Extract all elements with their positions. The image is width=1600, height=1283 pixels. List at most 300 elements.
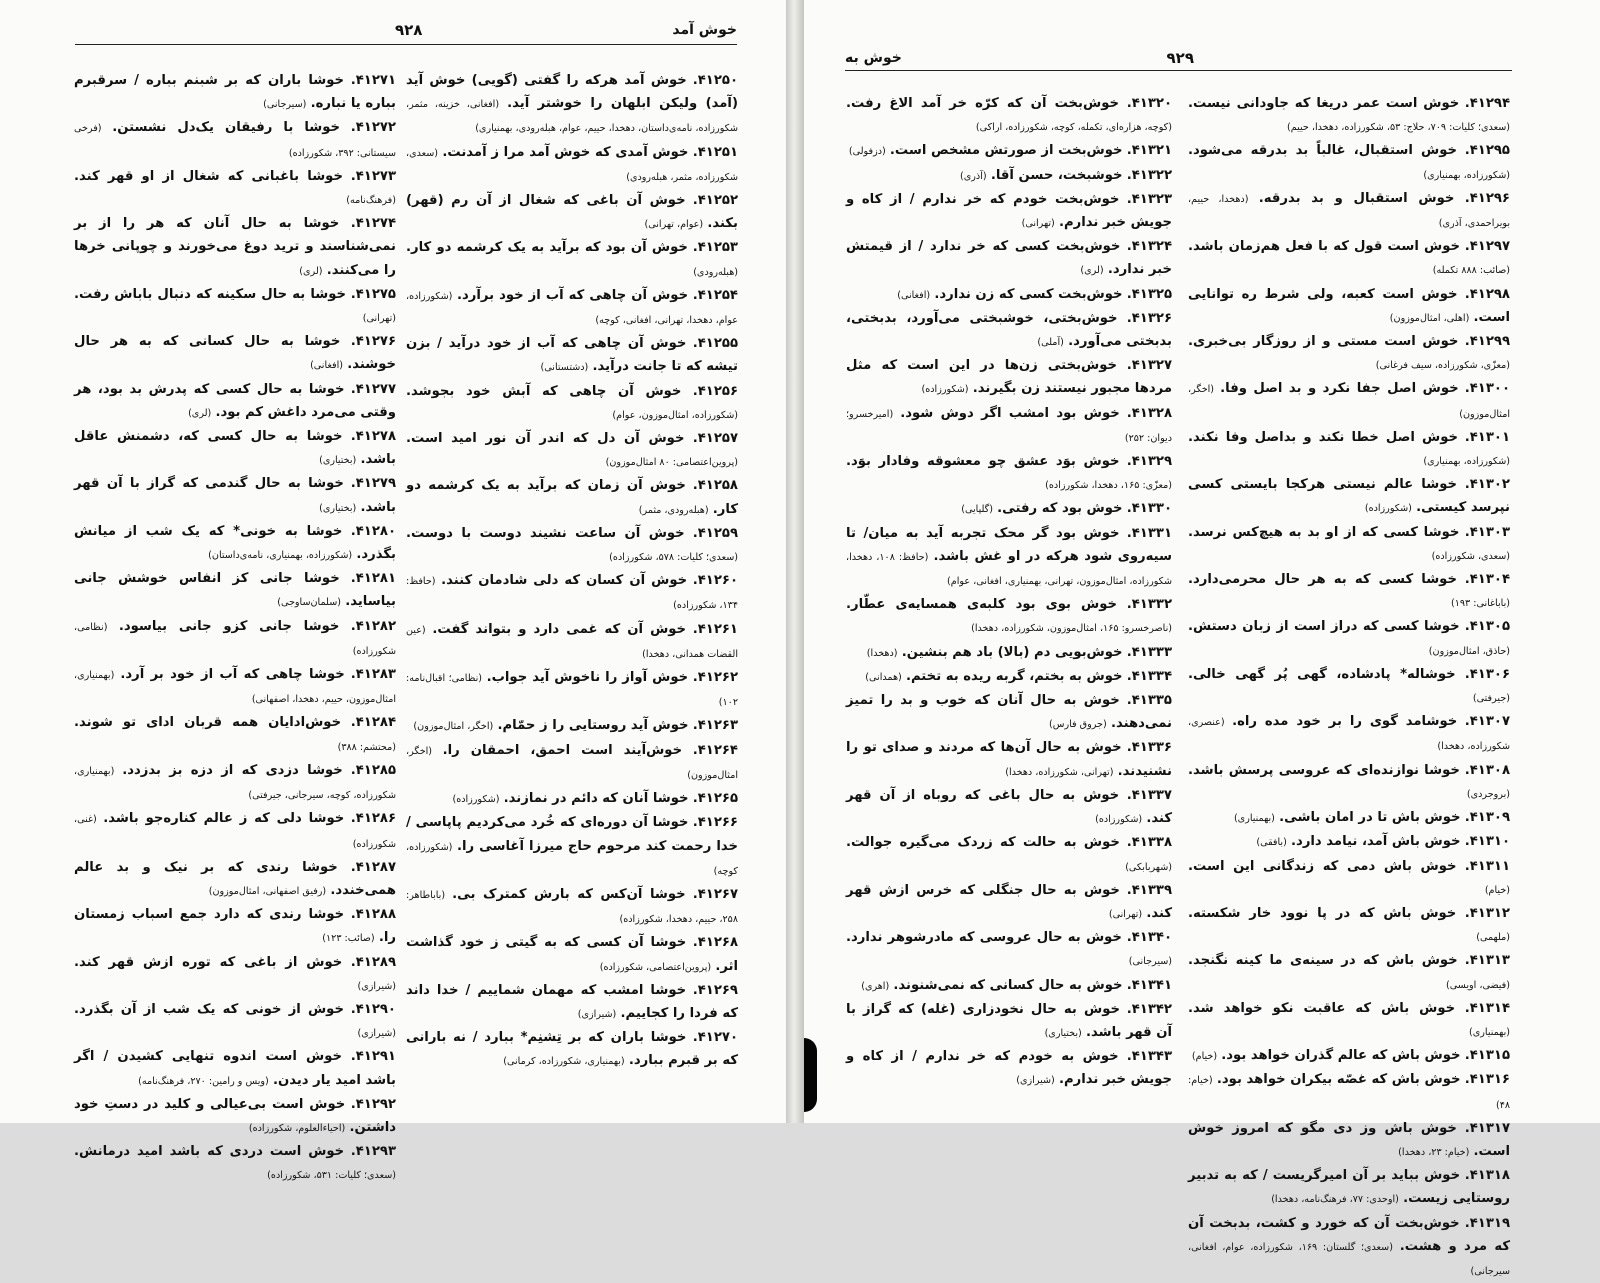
proverb-text: خوش‌بخت آن که خورد و کشت، بدبخت آن که مرد و هشت.	[1188, 1215, 1510, 1254]
source-citation: (دهخدا، حییم، بویراحمدی، آذری)	[1188, 193, 1510, 230]
source-citation: (فرهنگ‌نامه)	[346, 195, 396, 207]
proverb-entry	[74, 951, 396, 998]
entry-number: ۴۱۲۹۹.	[1464, 334, 1510, 350]
source-citation: (لری)	[299, 265, 323, 277]
proverb-text: خوشا رندی که دارد جمع اسباب زمستان را.	[74, 907, 396, 946]
proverb-entry	[74, 711, 396, 758]
proverb-text: خوش آن چاهی که آب از خود درآید / بزن تیشه که تا جانت درآید.	[406, 336, 738, 375]
source-citation: (شکورزاده، عوام، دهخدا، تهرانی، افغانی، کوچه)	[406, 290, 738, 327]
proverb-entry	[846, 665, 1172, 689]
proverb-entry	[74, 425, 396, 472]
proverb-text: خوشامد گوی را بر خود مده راه.	[1232, 714, 1458, 730]
source-citation: (همدانی)	[865, 671, 902, 683]
proverb-text: خوشا باران که بر شبنم بباره / سرقبرم بباره یا نباره.	[74, 73, 396, 112]
source-citation: (باباطاهر: ۲۵۸، حییم، دهخدا، شکورزاده)	[406, 889, 738, 926]
proverb-entry	[1188, 902, 1510, 949]
source-citation: (تهرانی)	[1021, 218, 1055, 230]
source-citation: (شیرازی)	[357, 980, 396, 992]
source-citation: (ملهمی)	[1476, 932, 1510, 944]
proverb-text: خوش به حال جنگلی که خرس ازش قهر کند.	[846, 882, 1172, 921]
proverb-entry	[406, 380, 738, 427]
proverb-text: خوش استقبال و بد بدرقه.	[1258, 190, 1455, 206]
proverb-text: خوش آواز را ناخوش آید جواب.	[486, 670, 689, 686]
proverb-text: خوش به بختم، گربه ریده به تختم.	[905, 668, 1123, 684]
proverb-text: خوش از باغی که توره ازش قهر کند.	[74, 954, 343, 970]
proverb-entry	[74, 116, 396, 164]
source-citation: (نظامی، شکورزاده)	[74, 621, 396, 657]
entry-number: ۴۱۳۴۰.	[1126, 930, 1172, 946]
proverb-entry	[846, 831, 1172, 878]
source-citation: (غنی، شکورزاده)	[74, 814, 396, 850]
proverb-entry	[74, 472, 396, 519]
proverb-entry	[74, 615, 396, 663]
proverb-text: خوش آن دل که اندر آن نور امید است.	[406, 431, 685, 447]
proverb-entry	[846, 188, 1172, 235]
source-citation: (شکورزاده، بهمنیاری)	[1423, 169, 1510, 181]
source-citation: (فرخی سیستانی: ۳۹۲، شکورزاده)	[74, 123, 396, 159]
source-citation: (سیرجانی)	[1128, 956, 1172, 968]
entry-number: ۴۱۳۰۹.	[1464, 810, 1510, 826]
proverb-entry	[406, 189, 738, 236]
entry-number: ۴۱۳۱۹.	[1464, 1215, 1510, 1231]
proverb-text: خوش‌بخت کسی که زن ندارد.	[934, 286, 1123, 302]
entry-number: ۴۱۳۲۲.	[1126, 167, 1172, 183]
proverb-text: خوش بوَد عشق چو معشوقه وفادار بوَد.	[846, 454, 1120, 470]
left-header-rule	[75, 44, 737, 45]
entry-number: ۴۱۳۳۳.	[1126, 644, 1172, 660]
entry-number: ۴۱۳۳۰.	[1126, 501, 1172, 517]
entry-number: ۴۱۳۳۹.	[1126, 882, 1172, 898]
entry-number: ۴۱۲۸۷.	[350, 859, 396, 875]
entry-number: ۴۱۲۸۴.	[350, 715, 396, 731]
proverb-text: خوش آمد هرکه را گفتی (گویی) خوش آید (آمد) ولیکن ابلهان را خوشتر آید.	[406, 73, 738, 112]
proverb-text: خوش آن که غمی دارد و بتواند گفت.	[432, 621, 687, 637]
source-citation: (فیضی، اویسی)	[1446, 979, 1510, 991]
proverb-entry	[406, 739, 738, 787]
proverb-text: خوش است قول که با فعل هم‌زمان باشد.	[1188, 239, 1460, 255]
proverb-text: خوش به حال نخودزاری (غله) که گراز با آن قهر باشد.	[846, 1001, 1172, 1040]
source-citation: (معزّی، شکورزاده، سیف فرغانی)	[1375, 360, 1510, 372]
proverb-entry	[846, 450, 1172, 497]
proverb-text: خوش به خودم که خر ندارم / از کاه و جویش خبر ندارم.	[846, 1049, 1172, 1088]
source-citation: (هبله‌رودی)	[693, 266, 738, 278]
entry-number: ۴۱۳۳۸.	[1126, 835, 1172, 851]
proverb-text: خوش باش که غصّه بیکران خواهد بود.	[1216, 1072, 1461, 1088]
source-citation: (هبله‌رودی، مثمر)	[638, 504, 709, 516]
source-citation: (دشتستانی)	[540, 362, 589, 374]
entry-number: ۴۱۲۶۷.	[692, 886, 738, 902]
proverb-entry	[74, 520, 396, 567]
proverb-text: خوش‌بویی دم (بالا) باد هم بنشین.	[901, 644, 1123, 660]
source-citation: (حاذق، امثال‌موزون)	[1428, 645, 1510, 657]
proverb-entry	[846, 402, 1172, 450]
entry-number: ۴۱۲۷۴.	[350, 216, 396, 232]
proverb-text: خوش باش که عالم گذران خواهد بود.	[1221, 1048, 1461, 1064]
proverb-entry	[846, 641, 1172, 665]
proverb-entry	[846, 974, 1172, 998]
proverb-entry	[74, 663, 396, 711]
proverb-entry	[1188, 521, 1510, 568]
proverb-text: خوش باش که در سینه‌ی ما کینه نگنجد.	[1188, 953, 1458, 969]
proverb-text: خوش‌بختی زن‌ها در این است که مثل مردها مجبور نیستند زن بگیرند.	[846, 358, 1172, 397]
entry-number: ۴۱۲۸۲.	[350, 618, 396, 634]
proverb-text: خوش بباید بر آن امیرگریست / که به تدبیر روستایی زیست.	[1188, 1168, 1510, 1207]
scan-edge-shadow	[804, 1038, 817, 1112]
proverb-text: خوش باش دمی که زندگانی این است.	[1188, 858, 1457, 874]
proverb-text: خوش باش که در پا نوود خار شکسته.	[1188, 905, 1457, 921]
entry-number: ۴۱۳۴۱.	[1126, 977, 1172, 993]
entry-number: ۴۱۲۶۴.	[692, 742, 738, 758]
entry-number: ۴۱۳۱۶.	[1464, 1072, 1510, 1088]
source-citation: (بهمنیاری)	[1233, 813, 1275, 825]
proverb-entry	[74, 1140, 396, 1187]
proverb-text: خوش به حال کسانی که نمی‌شنوند.	[893, 977, 1123, 993]
proverb-text: خوش است اندوه تنهایی کشیدن / اگر باشد امید یار دیدن.	[74, 1049, 396, 1088]
entry-number: ۴۱۳۰۶.	[1464, 666, 1510, 682]
proverb-text: خوشا به حال کسانی که به هر حال خوشند.	[74, 334, 396, 373]
proverb-text: خوش آن چاهی که آبش خود بجوشد.	[406, 383, 682, 399]
source-citation: (سعدی، شکورزاده)	[1431, 550, 1510, 562]
entry-number: ۴۱۲۹۴.	[1464, 96, 1510, 111]
proverb-entry	[1188, 1117, 1510, 1164]
proverb-text: خوشا به حال گندمی که گراز با آن قهر باشد.	[74, 476, 396, 515]
entry-number: ۴۱۲۷۹.	[350, 476, 396, 492]
proverb-entry	[846, 736, 1172, 783]
proverb-text: خوشا عالم نیستی هرکجا بایستی کسی نپرسد کیستی.	[1188, 477, 1510, 516]
proverb-text: خوش است کعبه، ولی شرط ره توانایی است.	[1188, 286, 1510, 325]
source-citation: (سلمان‌ساوجی)	[277, 597, 341, 609]
source-citation: (بافقی)	[1256, 837, 1287, 849]
entry-number: ۴۱۲۵۶.	[692, 383, 738, 399]
proverb-entry	[1188, 426, 1510, 473]
proverb-text: خوشا جانی کزو جانی بیاسود.	[118, 618, 340, 634]
proverb-entry	[1188, 187, 1510, 235]
entry-number: ۴۱۳۲۷.	[1126, 358, 1172, 374]
proverb-entry	[1188, 473, 1510, 520]
proverb-text: خوش‌آیند است احمق، احمقان را.	[442, 742, 683, 758]
entry-number: ۴۱۲۶۰.	[692, 573, 738, 589]
source-citation: (شکورزاده)	[452, 794, 500, 806]
entry-number: ۴۱۲۶۱.	[692, 621, 738, 637]
proverb-entry	[74, 856, 396, 903]
source-citation: (افغانی)	[310, 360, 344, 372]
source-citation: (سیرجانی)	[263, 99, 307, 111]
proverb-text: خوشا به حال آنان که هر را از بر نمی‌شناسند و ترید دوغ می‌خورند و چوپانی خرها را می‌کنند.	[74, 216, 396, 278]
source-citation: (آذری)	[960, 170, 987, 182]
entry-number: ۴۱۲۹۰.	[350, 1001, 396, 1017]
proverb-text: خوشا آن کسی که به گیتی ز خود گذاشت اثر.	[406, 935, 738, 974]
left-column-right	[406, 69, 738, 1117]
right-page	[804, 0, 1600, 1277]
source-citation: (عوام، تهرانی)	[644, 219, 704, 231]
proverb-text: خوش آن باغی که شغال از آن رم (قهر) بکند.	[406, 193, 738, 232]
right-column-left	[846, 92, 1172, 1117]
proverb-text: خوش به حال آنان که خوب و بد را تمیز نمی‌دهند.	[846, 693, 1172, 732]
proverb-text: خوشا به حال کسی که پدرش بد بود، هر وقتی می‌مرد داغش کم بود.	[74, 381, 396, 420]
proverb-text: خوش آید روستایی را ز حمّام.	[497, 718, 689, 734]
proverb-text: خوش‌بخت آن که کرّه خر آمد الاغ رفت.	[846, 96, 1119, 111]
source-citation: (صائب: ۸۸۸ تکمله)	[1432, 265, 1510, 277]
source-citation: (سعدی؛ گلستان: ۱۶۹، شکورزاده، عوام، افغانی، سیرجانی)	[1188, 1241, 1510, 1277]
proverb-text: خوشا باران که بر تِشنِم* ببارد / نه بارانی که بر قبرم ببارد.	[406, 1030, 738, 1069]
entry-number: ۴۱۳۱۵.	[1464, 1048, 1510, 1064]
entry-number: ۴۱۲۹۶.	[1464, 190, 1510, 206]
proverb-text: خوشا امشب که مهمان شماییم / خدا داند که فردا را کجاییم.	[406, 982, 738, 1021]
source-citation: (اوحدی: ۷۷، فرهنگ‌نامه، دهخدا)	[1271, 1194, 1399, 1206]
proverb-entry	[74, 165, 396, 212]
entry-number: ۴۱۲۹۷.	[1464, 239, 1510, 255]
proverb-text: خوش اصل خطا نکند و بداصل وفا نکند.	[1188, 429, 1458, 445]
entry-number: ۴۱۲۷۶.	[350, 334, 396, 350]
entry-number: ۴۱۲۵۵.	[692, 336, 738, 352]
proverb-text: خوشا با رفیقان یک‌دل نشستن.	[112, 120, 341, 136]
proverb-entry	[846, 593, 1172, 640]
proverb-text: خوش بود که رفتی.	[997, 501, 1123, 517]
entry-number: ۴۱۲۸۹.	[350, 954, 396, 970]
entry-number: ۴۱۳۰۰.	[1464, 381, 1510, 397]
source-citation: (حافظ: ۱۰۸، دهخدا، شکورزاده، امثال‌موزون، تهرانی، بهمنیاری، افغانی، عوام)	[846, 551, 1172, 588]
proverb-entry	[846, 283, 1172, 307]
proverb-entry	[846, 1045, 1172, 1092]
entry-number: ۴۱۲۶۶.	[692, 815, 738, 831]
source-citation: (تهرانی)	[1108, 908, 1143, 920]
proverb-entry	[406, 427, 738, 474]
proverb-text: خوش است دردی که باشد امید درمانش.	[74, 1144, 345, 1160]
source-citation: (بهمنیاری، شکورزاده، کرمانی)	[503, 1056, 625, 1068]
source-citation: (دزفولی)	[848, 146, 886, 158]
proverb-text: خوش‌بخت خودم که خر ندارم / از کاه و جویش خبر ندارم.	[846, 191, 1172, 231]
proverb-text: خوش آن چاهی که آب از خود برآرد.	[457, 287, 689, 303]
proverb-entry	[1188, 949, 1510, 996]
proverb-text: خوش آن کسان که دلی شادمان کنند.	[441, 573, 688, 589]
right-column-right	[1188, 92, 1510, 1277]
source-citation: (لری)	[188, 407, 212, 419]
proverb-entry	[1188, 710, 1510, 758]
entry-number: ۴۱۲۷۸.	[350, 429, 396, 445]
entry-number: ۴۱۲۷۳.	[350, 168, 396, 184]
proverb-entry	[846, 784, 1172, 831]
proverb-text: خوش باش تا در امان باشی.	[1279, 810, 1461, 826]
proverb-text: خوش باش که عاقبت نکو خواهد شد.	[1188, 1000, 1456, 1016]
entry-number: ۴۱۲۵۱.	[692, 144, 738, 160]
entry-number: ۴۱۲۸۱.	[350, 571, 396, 587]
proverb-text: خوش آن بود که برآید به یک کرشمه دو کار.	[406, 240, 688, 256]
entry-number: ۴۱۲۵۹.	[692, 525, 738, 541]
entry-number: ۴۱۲۷۰.	[692, 1030, 738, 1046]
proverb-entry	[74, 1045, 396, 1092]
source-citation: (سعدی؛ کلیات: ۵۷۸، شکورزاده)	[609, 552, 738, 564]
source-citation: (شکورزاده)	[1364, 503, 1412, 515]
right-page-number: ۹۲۹	[1166, 49, 1194, 67]
source-citation: (بختیاری)	[319, 502, 357, 514]
source-citation: (عنصری، شکورزاده، دهخدا)	[1188, 717, 1510, 753]
source-citation: (بهمنیاری، شکورزاده، کوچه، سیرجانی، جیرفتی)	[74, 765, 396, 802]
proverb-text: خوشا کسی که دراز است از زبان دستش.	[1188, 619, 1460, 635]
proverb-text: خوش بود امشب اگر دوش شود.	[900, 405, 1120, 421]
proverb-text: خوش‌بخت کسی که خر ندارد / از قیمتش خبر ندارد.	[846, 239, 1172, 278]
proverb-entry	[846, 235, 1172, 282]
entry-number: ۴۱۳۳۶.	[1126, 740, 1172, 756]
right-page-header	[845, 50, 1194, 70]
proverb-text: خوشا دلی که ز عالم کناره‌جو باشد.	[103, 811, 345, 827]
proverb-text: خوشا باغبانی که شغال از او قهر کند.	[74, 168, 343, 184]
proverb-entry	[74, 807, 396, 855]
proverb-entry	[406, 569, 738, 617]
source-citation: (خیام)	[1484, 884, 1510, 896]
proverb-text: خوشا نوازنده‌ای که عروسی پرسش باشد.	[1188, 762, 1460, 778]
entry-number: ۴۱۲۷۲.	[350, 120, 396, 136]
proverb-text: خوش باش وز دی مگو که امروز خوش است.	[1188, 1120, 1510, 1159]
entry-number: ۴۱۲۸۶.	[350, 811, 397, 827]
left-page	[0, 0, 786, 1182]
proverb-entry	[1188, 1212, 1510, 1283]
proverb-entry	[406, 883, 738, 931]
proverb-text: خوشا آن‌کس که بارش کمترک بی.	[452, 886, 686, 902]
proverb-text: خوشا به حال سکینه که دنبال باباش رفت.	[74, 286, 347, 302]
proverb-text: خوشا آن دوره‌ای که خُرد می‌کردیم پاپاسی / خدا رحمت کند مرحوم حاج میرزا آغاسی را.	[406, 815, 738, 854]
proverb-entry	[1188, 663, 1510, 710]
proverb-entry	[846, 522, 1172, 594]
proverb-text: خوشا به خونی* که یک شب از میانش بگذرد.	[74, 523, 396, 563]
source-citation: (گلپایی)	[961, 504, 993, 516]
source-citation: (سعدی؛ کلیات: ۵۳۱، شکورزاده)	[267, 1170, 396, 1182]
proverb-entry	[406, 714, 738, 738]
source-citation: (صائب: ۱۲۳)	[322, 933, 375, 945]
proverb-entry	[406, 787, 738, 811]
proverb-entry	[1188, 759, 1510, 806]
source-citation: (آملی)	[1037, 337, 1064, 349]
entry-number: ۴۱۲۸۸.	[350, 907, 396, 923]
proverb-entry	[1188, 377, 1510, 425]
proverb-text: خوشاله* پادشاده، گهی پُر گهی خالی.	[1188, 666, 1456, 682]
entry-number: ۴۱۳۰۴.	[1464, 572, 1510, 588]
entry-number: ۴۱۳۲۳.	[1126, 191, 1172, 207]
entry-number: ۴۱۲۵۸.	[692, 478, 738, 494]
proverb-entry	[406, 284, 738, 332]
entry-number: ۴۱۲۶۲.	[692, 670, 739, 686]
source-citation: (شکورزاده، کوچه)	[406, 841, 738, 877]
entry-number: ۴۱۳۱۰.	[1464, 834, 1510, 850]
source-citation: (افغانی، خزینه، مثمر، شکورزاده، نامه‌ی‌داستان، دهخدا، حییم، عوام، هبله‌رودی، بهمنیاری)	[406, 99, 738, 135]
proverb-entry	[846, 689, 1172, 736]
proverb-entry	[1188, 92, 1510, 139]
entry-number: ۴۱۳۱۲.	[1464, 905, 1510, 921]
proverb-entry	[1188, 139, 1510, 186]
proverb-entry	[846, 307, 1172, 354]
entry-number: ۴۱۲۸۳.	[350, 667, 396, 683]
source-citation: (ویس و رامین: ۲۷۰، فرهنگ‌نامه)	[138, 1075, 269, 1087]
source-citation: (شیرازی)	[577, 1008, 617, 1020]
source-citation: (بختیاری)	[1044, 1027, 1082, 1039]
proverb-entry	[846, 92, 1172, 139]
source-citation: (اخگر، امثال‌موزون)	[413, 721, 494, 733]
proverb-text: خوش‌بخت از صورتش مشخص است.	[889, 143, 1123, 159]
proverb-entry	[846, 354, 1172, 401]
proverb-text: خوش است بی‌عیالی و کلید در دستِ خود داشتن.	[74, 1096, 396, 1135]
source-citation: (افغانی)	[897, 289, 931, 301]
proverb-entry	[846, 926, 1172, 973]
proverb-text: خوش است مستی و از روزگار بی‌خبری.	[1188, 334, 1459, 350]
entry-number: ۴۱۲۵۴.	[692, 287, 738, 303]
entry-number: ۴۱۲۹۲.	[350, 1096, 396, 1112]
entry-number: ۴۱۳۰۵.	[1464, 619, 1510, 635]
source-citation: (خیام)	[1191, 1051, 1218, 1063]
entry-number: ۴۱۲۵۳.	[692, 240, 738, 256]
entry-number: ۴۱۳۱۸.	[1464, 1168, 1510, 1184]
entry-number: ۴۱۳۱۴.	[1464, 1000, 1510, 1016]
source-citation: (رفیق اصفهانی، امثال‌موزون)	[208, 885, 327, 897]
entry-number: ۴۱۲۹۱.	[350, 1049, 396, 1065]
book-gutter	[786, 0, 804, 1123]
proverb-text: خوشا کسی که از او بد به هیچ‌کس نرسد.	[1188, 524, 1460, 540]
proverb-text: خوش استقبال، غالباً بد بدرقه می‌شود.	[1188, 143, 1457, 159]
proverb-entry	[74, 378, 396, 425]
source-citation: (بروجردی)	[1466, 788, 1510, 800]
proverb-text: خوشبخت، حسن آقا.	[990, 167, 1123, 183]
entry-number: ۴۱۲۹۵.	[1464, 143, 1510, 159]
proverb-entry	[406, 1026, 738, 1073]
entry-number: ۴۱۲۷۵.	[350, 286, 396, 302]
proverb-entry	[846, 497, 1172, 521]
proverb-entry	[1188, 830, 1510, 854]
proverb-entry	[1188, 997, 1510, 1044]
entry-number: ۴۱۳۲۶.	[1126, 310, 1172, 326]
source-citation: (شکورزاده)	[921, 384, 969, 396]
proverb-text: خوش بود گر محک تجربه آید به میان/ تا سیه‌روی شود هرکه در او غش باشد.	[846, 525, 1172, 564]
source-citation: (پروین‌اعتصامی: ۸۰ امثال‌موزون)	[605, 457, 738, 469]
entry-number: ۴۱۳۲۰.	[1126, 96, 1172, 111]
source-citation: (شکورزاده، بهمنیاری، نامه‌ی‌داستان)	[208, 550, 353, 562]
source-citation: (اهری)	[861, 980, 890, 992]
proverb-entry	[406, 666, 738, 714]
source-citation: (سعدی، شکورزاده، مثمر، هبله‌رودی)	[406, 147, 738, 183]
source-citation: (محتشم: ۳۸۸)	[337, 741, 396, 753]
source-citation: (عین القضات همدانی، دهخدا)	[406, 624, 738, 660]
source-citation: (پروین‌اعتصامی، شکورزاده)	[599, 961, 712, 973]
left-header-title: خوش آمد	[672, 22, 737, 38]
entry-number: ۴۱۳۰۱.	[1464, 429, 1510, 445]
source-citation: (ناصرخسرو: ۱۶۵، امثال‌موزون، شکورزاده، دهخدا)	[971, 623, 1172, 635]
entry-number: ۴۱۳۳۴.	[1126, 668, 1172, 684]
proverb-entry	[406, 811, 738, 883]
proverb-text: خوش آن زمان که برآید به یک کرشمه دو کار.	[406, 478, 738, 517]
proverb-entry	[406, 979, 738, 1026]
proverb-entry	[74, 283, 396, 330]
proverb-text: خوشا به حال کسی که، دشمنش عاقل باشد.	[74, 429, 396, 468]
source-citation: (خیام: ۲۳، دهخدا)	[1398, 1146, 1470, 1158]
proverb-text: خوشا رندی که بر نیک و بد عالم همی‌خندد.	[74, 859, 396, 898]
proverb-entry	[1188, 855, 1510, 902]
entry-number: ۴۱۳۴۳.	[1126, 1049, 1172, 1065]
source-citation: (معزّی: ۱۶۵، دهخدا، شکورزاده)	[1045, 480, 1172, 492]
source-citation: (اخگر، امثال‌موزون)	[406, 745, 738, 781]
source-citation: (شکورزاده)	[1095, 814, 1143, 826]
right-header-rule	[845, 70, 1512, 71]
proverb-entry	[1188, 235, 1510, 282]
proverb-text: خوشا دزدی که از دزه بز بدزدد.	[122, 762, 343, 778]
source-citation: (اخگر، امثال‌موزون)	[1188, 384, 1510, 420]
source-citation: (خیام: ۴۸)	[1188, 1075, 1510, 1111]
proverb-entry	[846, 164, 1172, 188]
source-citation: (امیرخسرو؛ دیوان: ۲۵۲)	[846, 408, 1172, 444]
entry-number: ۴۱۲۹۸.	[1464, 286, 1510, 302]
right-header-title: خوش به	[845, 50, 902, 66]
entry-number: ۴۱۲۵۷.	[692, 431, 738, 447]
proverb-entry	[846, 998, 1172, 1045]
proverb-entry	[1188, 1164, 1510, 1211]
entry-number: ۴۱۲۶۸.	[692, 935, 739, 951]
proverb-text: خوش باش آمد، نیامد دارد.	[1291, 834, 1461, 850]
